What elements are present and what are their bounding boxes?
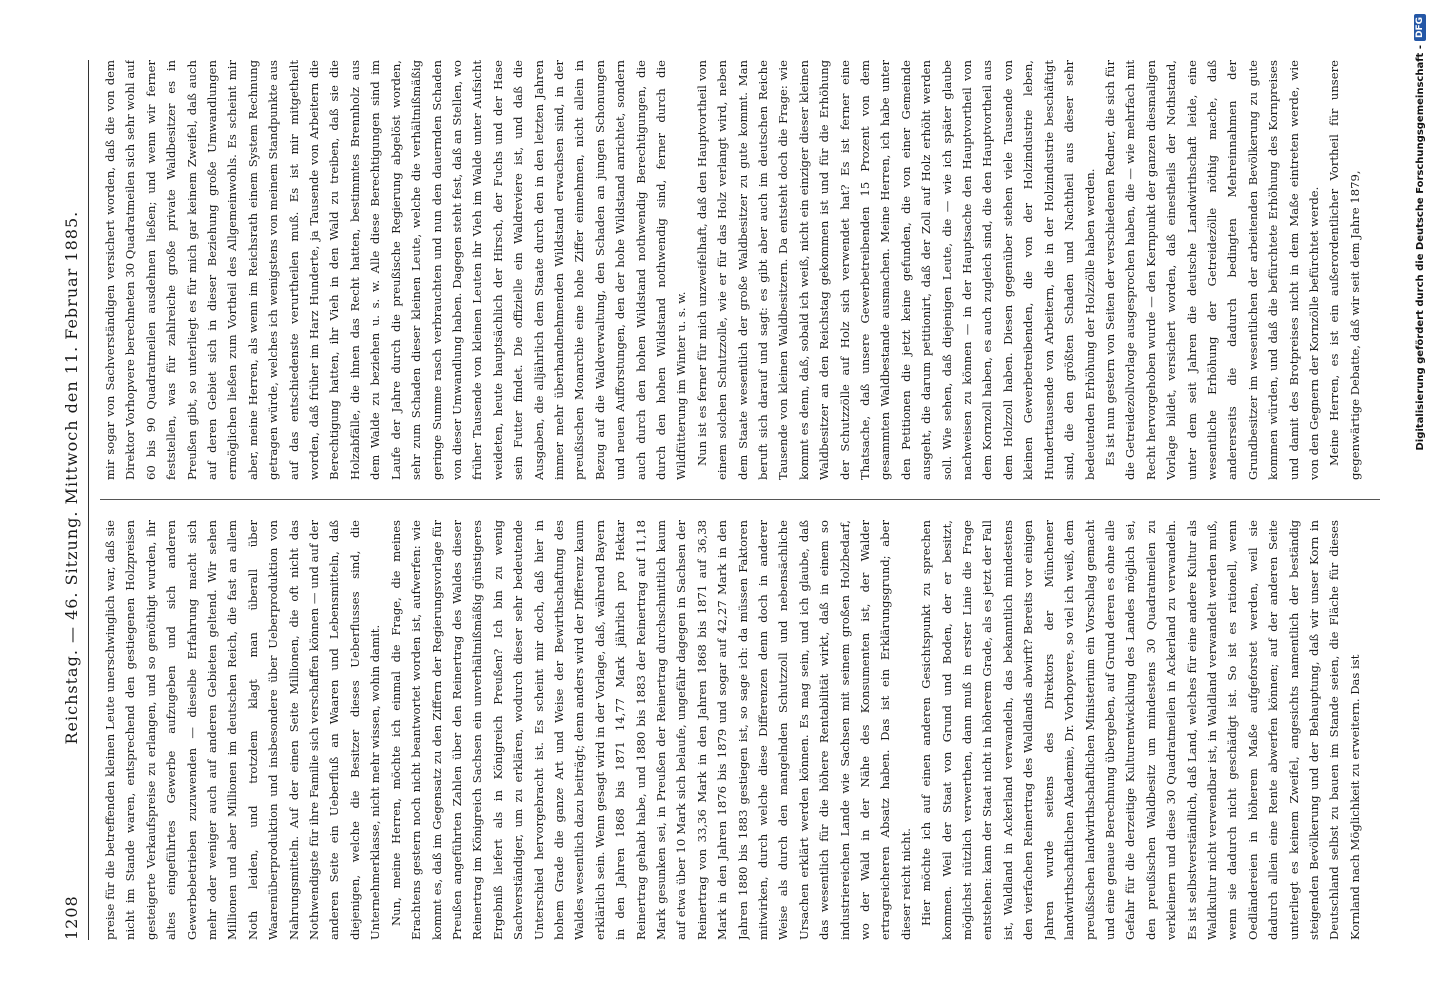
paragraph: Nun ist es ferner für mich unzweifelhaft, daß den Hauptvortheil von einem solchen Schutzzolle, wie er für das Holz verlangt wird, neben dem Staate wesentlich der große Waldbesitzer zu gute kommt. Man beruft sich darauf und sagt: es gibt aber auch im deutschen Reiche Tausende von kleinen Waldbesitzern. Da entsteht doch die Frage: wie kommt es denn, daß, sobald ich weiß, nicht ein einziger dieser kleinen Waldbesitzer an den Reichstag gekommen ist und für die Erhöhung der Schutzzölle auf Holz sich verwendet hat? Es ist ferner eine Thatsache, daß unsere Gewerbetreibenden 15 Prozent von dem gesammten Waldbestande ausmachen. Meine Herren, ich habe unter den Petitionen die jetzt keine gefunden, die von einer Gemeinde ausgeht, die darum petitionirt, daß der Zoll auf Holz erhöht werden soll. Wie sehen, daß diejenigen Leute, die — wie ich später glaube nachweisen zu können — in der Hauptsache den Hauptvortheil von dem Kornzoll haben, es auch zugleich sind, die den Hauptvortheil aus dem Holzzoll haben. Diesen gegenüber stehen viele Tausende von kleinen Gewerbetreibenden, die von der Holzindustrie leben, Hunderttausende von Arbeitern, die in der Holzindustrie beschäftigt sind, die den größten Schaden und Nachtheil aus dieser sehr bedeutenden Erhöhung der Holzzölle haben werden. bbox=[694, 60, 1097, 480]
paragraph: Es ist nun gestern von Seiten der verschiedenen Redner, die sich für die Getreidezollvorlage ausgesprochen haben, die — wie mehrfach mit Recht hervorgehoben wurde — den Kernpunkt der ganzen diesmaligen Vorlage bildet, versichert worden, daß einestheils der Nothstand, unter dem seit Jahren die deutsche Landwirthschaft leide, eine wesentliche Erhöhung der Getreidezölle nöthig mache, daß andererseits die dadurch bedingten Mehreinnahmen der Grundbesitzer im wesentlichen der arbeitenden Bevölkerung zu gute kommen würden, und daß die befürchtete Erhöhung des Kornpreises und damit des Brotpreises nicht in dem Maße eintreten werde, wie von den Gegnern der Kornzölle befürchtet werde. bbox=[1102, 60, 1321, 480]
running-header bbox=[58, 60, 84, 940]
paragraph: mir sogar von Sachverständigen versichert worden, daß die von dem Direktor Vorhopvere berechneten 30 Quadratmeilen sich sehr wohl auf 60 bis 90 Quadratmeilen ausdehnen ließen; und wenn wir ferner feststellen, was für zahlreiche große private Waldbesitzer es in Preußen gibt, so unterliegt es für mich gar keinem Zweifel, daß auch auf deren Gebiet sich in dieser Beziehung große Umwandlungen ermöglichen ließen zum Vortheil des Allgemeinwohls. Es scheint mir aber, meine Herren, als wenn im Reichsrath einem System Rechnung getragen würde, welches ich wenigstens von meinem Standpunkte aus auf das entschiedenste verurtheilen muß. Es ist mir mitgetheilt worden, daß früher im Harz Hunderte, ja Tausende von Arbeitern die Berechtigung hatten, ihr Vieh in den Wald zu treiben, daß sie die Holzabfälle, die ihnen das Recht hatten, bestimmtes Brennholz aus dem Walde zu beziehen u. s. w. Alle diese Berechtigungen sind im Laufe der Jahre durch die preußische Regierung abgelöst worden, sehr zum Schaden dieser kleinen Leute, welche die verhältnißmäßig geringe Summe rasch verbrauchten und nun den dauernden Schaden von dieser Umwandlung haben. Dagegen steht fest, daß an Stellen, wo früher Tausende von kleinen Leuten ihr Vieh im Walde unter Aufsicht weideten, heute hauptsächlich der Hirsch, der Fuchs und der Hase sein Futter findet. Die offizielle ein Waldreviere ist, und daß die Ausgaben, die alljährlich dem Staate durch den in den letzten Jahren immer mehr überhandnehmenden Wildstand erwachsen sind, in der preußischen Monarchie eine hohe Ziffer einnehmen, nicht allein in Bezug auf die Waldverwaltung, den Schaden an jungen Schonungen und neuen Aufforstungen, den der hohe Wildstand anrichtet, sondern auch durch den hohen Wildstand nothwendig Berechtigungen, die durch den hohen Wildstand nothwendig sind, ferner durch die Wildfütterung im Winter u. s. w. bbox=[103, 60, 689, 480]
dfg-credit bbox=[1404, 0, 1432, 1000]
paragraph: Meine Herren, es ist ein außerordentlicher Vortheil für unsere gegenwärtige Debatte, daß wir seit dem Jahre 1879, bbox=[1327, 60, 1362, 480]
right-column bbox=[100, 60, 1365, 480]
left-column bbox=[100, 520, 1365, 940]
dfg-logo-icon: DFG bbox=[1414, 14, 1426, 41]
header-title: Reichstag. — 46. Sitzung. Mittwoch den 11. Februar 1885. bbox=[61, 210, 81, 745]
column-divider bbox=[100, 499, 1380, 500]
paragraph: Nun, meine Herren, möchte ich einmal die Frage, die meines Erachtens gestern noch nicht beantwortet worden ist, aufwerfen: wie kommt es, daß im Gegensatz zu den Ziffern der Regierungsvorlage für Preußen angeführten Zahlen über den Reinertrag des Waldes dieser Reinertrag im Königreich Sachsen ein unverhältnißmäßig günstigeres Ergebniß liefert als in Königreich Preußen? Ich bin zu wenig Sachverständiger, um zu erklären, wodurch dieser sehr bedeutende Unterschied hervorgebracht ist. Es scheint mir doch, daß hier in hohem Grade die ganze Art und Weise der Bewirthschaftung des Waldes wesentlich dazu beiträgt; denn anders wird der Differenz kaum erklärlich sein. Wenn gesagt wird in der Vorlage, daß, während Bayern in den Jahren 1868 bis 1871 14,77 Mark jährlich pro Hektar Reinertrag gehabt habe, und 1880 bis 1883 der Reinertrag auf 11,18 Mark gesunken sei, in Preußen der Reinertrag durchschnittlich kaum auf etwa über 10 Mark sich belaufe, ungefähr dagegen in Sachsen der Reinertrag von 33,36 Mark in den Jahren 1868 bis 1871 auf 36,38 Mark in den Jahren 1876 bis 1879 und sogar auf 42,27 Mark in den Jahren 1880 bis 1883 gestiegen ist, so sage ich: da müssen Faktoren mitwirken, durch welche diese Differenzen denn doch in anderer Weise als durch den mangelnden Schutzzoll und nebensächliche Ursachen erklärt werden können. Es mag sein, und ich glaube, daß das wesentlich für die höhere Rentabilität wirkt, daß in einem so industriereichen Lande wie Sachsen mit seinem großen Holzbedarf, wo der Wald in der Nähe des Konsumenten ist, der Walder ertragreicheren Absatz haben. Das ist ein Erklärungsgrund; aber dieser reicht nicht. bbox=[388, 520, 913, 940]
paragraph: Hier möchte ich auf einen anderen Gesichtspunkt zu sprechen kommen. Weil der Staat von Grund und Boden, der er besitzt, möglichst nützlich verwerthen, dann muß in erster Linie die Frage entstehen: kann der Staat nicht in höherem Grade, als es jetzt der Fall ist, Waldland in Ackerland verwandeln, das bekanntlich mindestens den vierfachen Reinertrag des Waldlands abwirft? Bereits vor einigen Jahren wurde seitens des Direktors der Münchener landwirthschaftlichen Akademie, Dr. Vorhopvere, so viel ich weiß, dem preußischen landwirthschaftlichen Ministerium ein Vorschlag gemacht und eine genaue Berechnung übergeben, auf Grund deren es ohne alle Gefahr für die derzeitige Kulturentwicklung des Landes möglich sei, den preußischen Waldbesitz um mindestens 30 Quadratmeilen zu verkleinern und diese 30 Quadratmeilen in Ackerland zu verwandeln. Es ist selbstverständlich, daß Land, welches für eine andere Kultur als Waldkultur nicht verwendbar ist, in Waldland verwandelt werden muß, wenn sie dadurch nicht geschädigt ist. So ist es rationell, wenn Oedländereien in höherem Maße aufgeforstet werden, weil sie dadurch allein eine Rente abwerfen können; auf der anderen Seite unterliegt es keinem Zweifel, angesichts namentlich der beständig steigenden Bevölkerung und der Behauptung, daß wir unser Korn in Deutschland selbst zu bauen im Stande seien, die Fläche für dieses Kornland nach Möglichkeit zu erweitern. Das ist bbox=[919, 520, 1362, 940]
dfg-credit-text: Digitalisierung gefördert durch die Deutsche Forschungsgemeinschaft - bbox=[1414, 45, 1426, 451]
page-number: 1208 bbox=[61, 895, 81, 940]
dfg-sidebar bbox=[1400, 0, 1432, 1000]
paragraph: preise für die betreffenden kleinen Leute unerschwinglich war, daß sie nicht im Stande waren, entsprechend den gestiegenen Holzpreisen gesteigerte Verkaufspreise zu erlangen, und so genöthigt wurden, ihr altes eingeführtes Gewerbe aufzugeben und sich anderen Gewerbebetrieben zuzuwenden — dieselbe Erfahrung macht sich mehr oder weniger auch auf anderen Gebieten geltend. Wir sehen Millionen und aber Millionen im deutschen Reich, die fast an allem Noth leiden, und trotzdem klagt man überall über Waarenüberproduktion und insbesondere über Ueberproduktion von Nahrungsmitteln. Auf der einen Seite Millionen, die oft nicht das Nothwendigste für ihre Familie sich verschaffen können — und auf der anderen Seite ein Ueberfluß an Waaren und Lebensmitteln, daß diejenigen, welche die Besitzer dieses Ueberflusses sind, die Unternehmerklasse, nicht mehr wissen, wohin damit. bbox=[103, 520, 383, 940]
page-body bbox=[58, 60, 1383, 940]
header-rule bbox=[88, 60, 89, 940]
